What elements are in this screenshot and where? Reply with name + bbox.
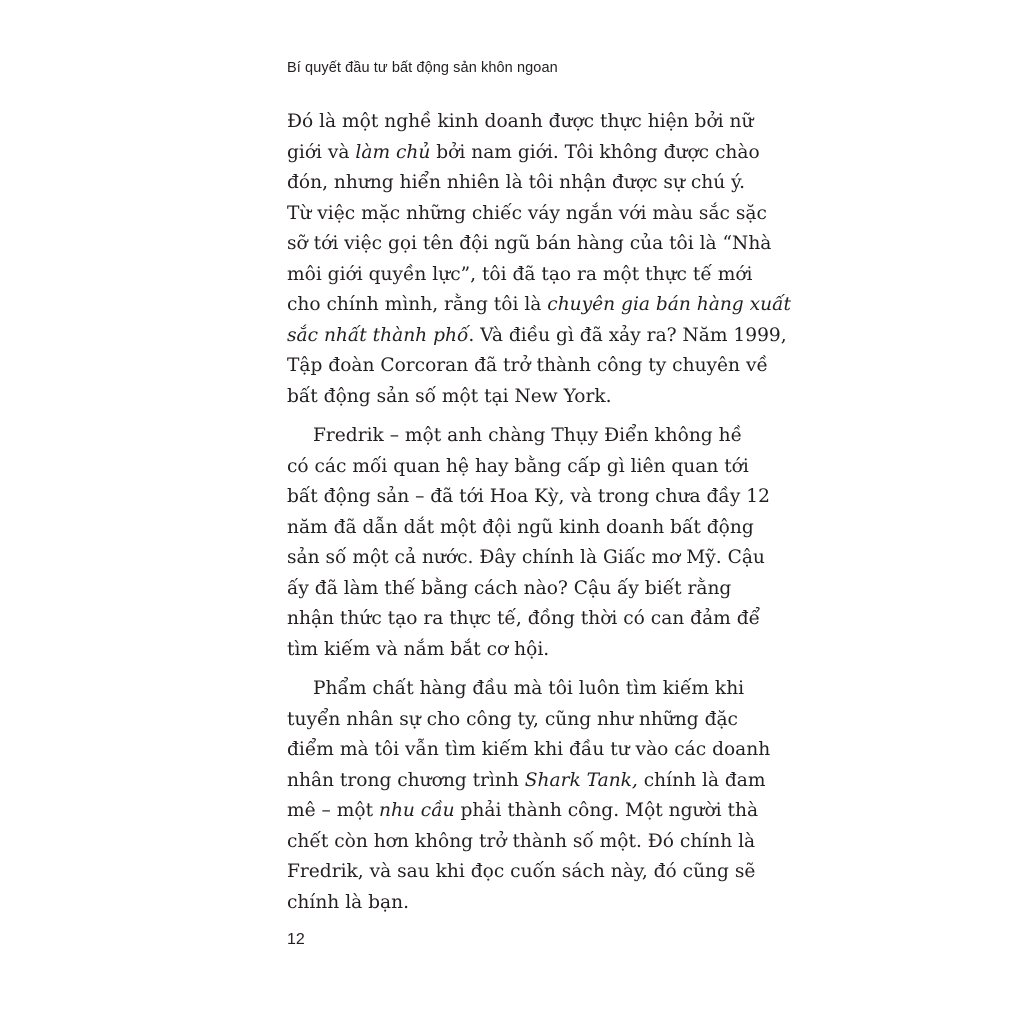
text-line	[287, 604, 761, 635]
text-run: Đó là một nghề kinh doanh được thực hiện bởi nữ	[287, 111, 754, 132]
text-line	[287, 513, 754, 544]
text-line	[287, 452, 749, 483]
body-text	[287, 107, 791, 918]
text-run: chính là bạn.	[287, 891, 410, 913]
text-run: sỡ tới việc gọi tên đội ngũ bán hàng của tôi là “Nhà	[287, 233, 772, 254]
text-run: mê – một	[287, 800, 379, 821]
text-line	[287, 382, 729, 413]
text-run: Từ việc mặc những chiếc váy ngắn với màu sắc sặc	[287, 202, 767, 224]
text-run: sản số một cả nước. Đây chính là Giấc mơ Mỹ. Cậu	[287, 547, 765, 568]
text-line	[287, 574, 732, 605]
text-run: nhận thức tạo ra thực tế, đồng thời có can đảm để	[287, 608, 761, 629]
text-line	[287, 229, 772, 260]
text-line	[287, 260, 753, 291]
italic-run: chuyên gia bán hàng xuất	[547, 294, 791, 315]
text-line	[287, 796, 759, 827]
text-run: Fredrik, và sau khi đọc cuốn sách này, đó cũng sẽ	[287, 861, 756, 882]
text-run: tuyển nhân sự cho công ty, cũng như những đặc	[287, 708, 738, 730]
text-run: cho chính mình, rằng tôi là	[287, 294, 548, 315]
italic-run: làm chủ	[355, 141, 431, 163]
text-line	[287, 290, 791, 321]
text-run: chính là đam	[637, 769, 766, 791]
text-line	[287, 766, 766, 797]
text-run: chết còn hơn không trở thành số một. Đó chính là	[287, 830, 756, 852]
paragraph-2	[287, 421, 770, 665]
italic-run: Shark Tank,	[524, 769, 638, 791]
text-run: bất động sản – đã tới Hoa Kỳ, và trong chưa đầy 12	[287, 486, 770, 507]
text-line	[287, 543, 765, 574]
text-line	[287, 827, 756, 858]
text-run: giới và	[287, 141, 356, 163]
text-line	[287, 705, 738, 736]
text-run: đón, nhưng hiển nhiên là tôi nhận được sự chú ý.	[287, 172, 746, 193]
text-line	[287, 857, 756, 888]
italic-run: nhu cầu	[378, 800, 455, 821]
text-line	[287, 107, 754, 138]
text-run: năm đã dẫn dắt một đội ngũ kinh doanh bất động	[287, 516, 754, 538]
text-run: phải thành công. Một người thà	[454, 800, 759, 821]
text-run: điểm mà tôi vẫn tìm kiếm khi đầu tư vào các doanh	[287, 739, 771, 760]
text-run: có các mối quan hệ hay bằng cấp gì liên quan tới	[287, 455, 749, 477]
text-line	[287, 482, 770, 513]
page-number: 12	[287, 931, 305, 948]
running-header: Bí quyết đầu tư bất động sản khôn ngoan	[287, 60, 558, 76]
text-line	[287, 421, 743, 452]
text-run: . Và điều gì đã xảy ra? Năm 1999,	[468, 324, 787, 346]
text-line	[287, 138, 760, 169]
text-run: Phẩm chất hàng đầu mà tôi luôn tìm kiếm khi	[313, 678, 745, 699]
text-run: Fredrik – một anh chàng Thụy Điển không hề	[313, 425, 743, 446]
text-run: bởi nam giới. Tôi không được chào	[430, 141, 760, 163]
text-line	[287, 674, 745, 705]
text-run: bất động sản số một tại New York.	[287, 385, 612, 407]
text-line	[287, 635, 729, 666]
text-line	[287, 735, 771, 766]
text-line	[287, 168, 746, 199]
text-run: Tập đoàn Corcoran đã trở thành công ty chuyên về	[287, 355, 768, 376]
text-run: môi giới quyền lực”, tôi đã tạo ra một thực tế mới	[287, 263, 753, 285]
text-run: tìm kiếm và nắm bắt cơ hội.	[287, 638, 550, 660]
text-line	[287, 321, 787, 352]
text-line	[287, 888, 729, 919]
paragraph-1	[287, 107, 791, 412]
text-run: ấy đã làm thế bằng cách nào? Cậu ấy biết rằng	[287, 577, 732, 599]
text-line	[287, 199, 767, 230]
text-run: nhân trong chương trình	[287, 769, 525, 791]
paragraph-3	[287, 674, 771, 918]
text-line	[287, 351, 768, 382]
italic-run: sắc nhất thành phố	[287, 324, 469, 346]
